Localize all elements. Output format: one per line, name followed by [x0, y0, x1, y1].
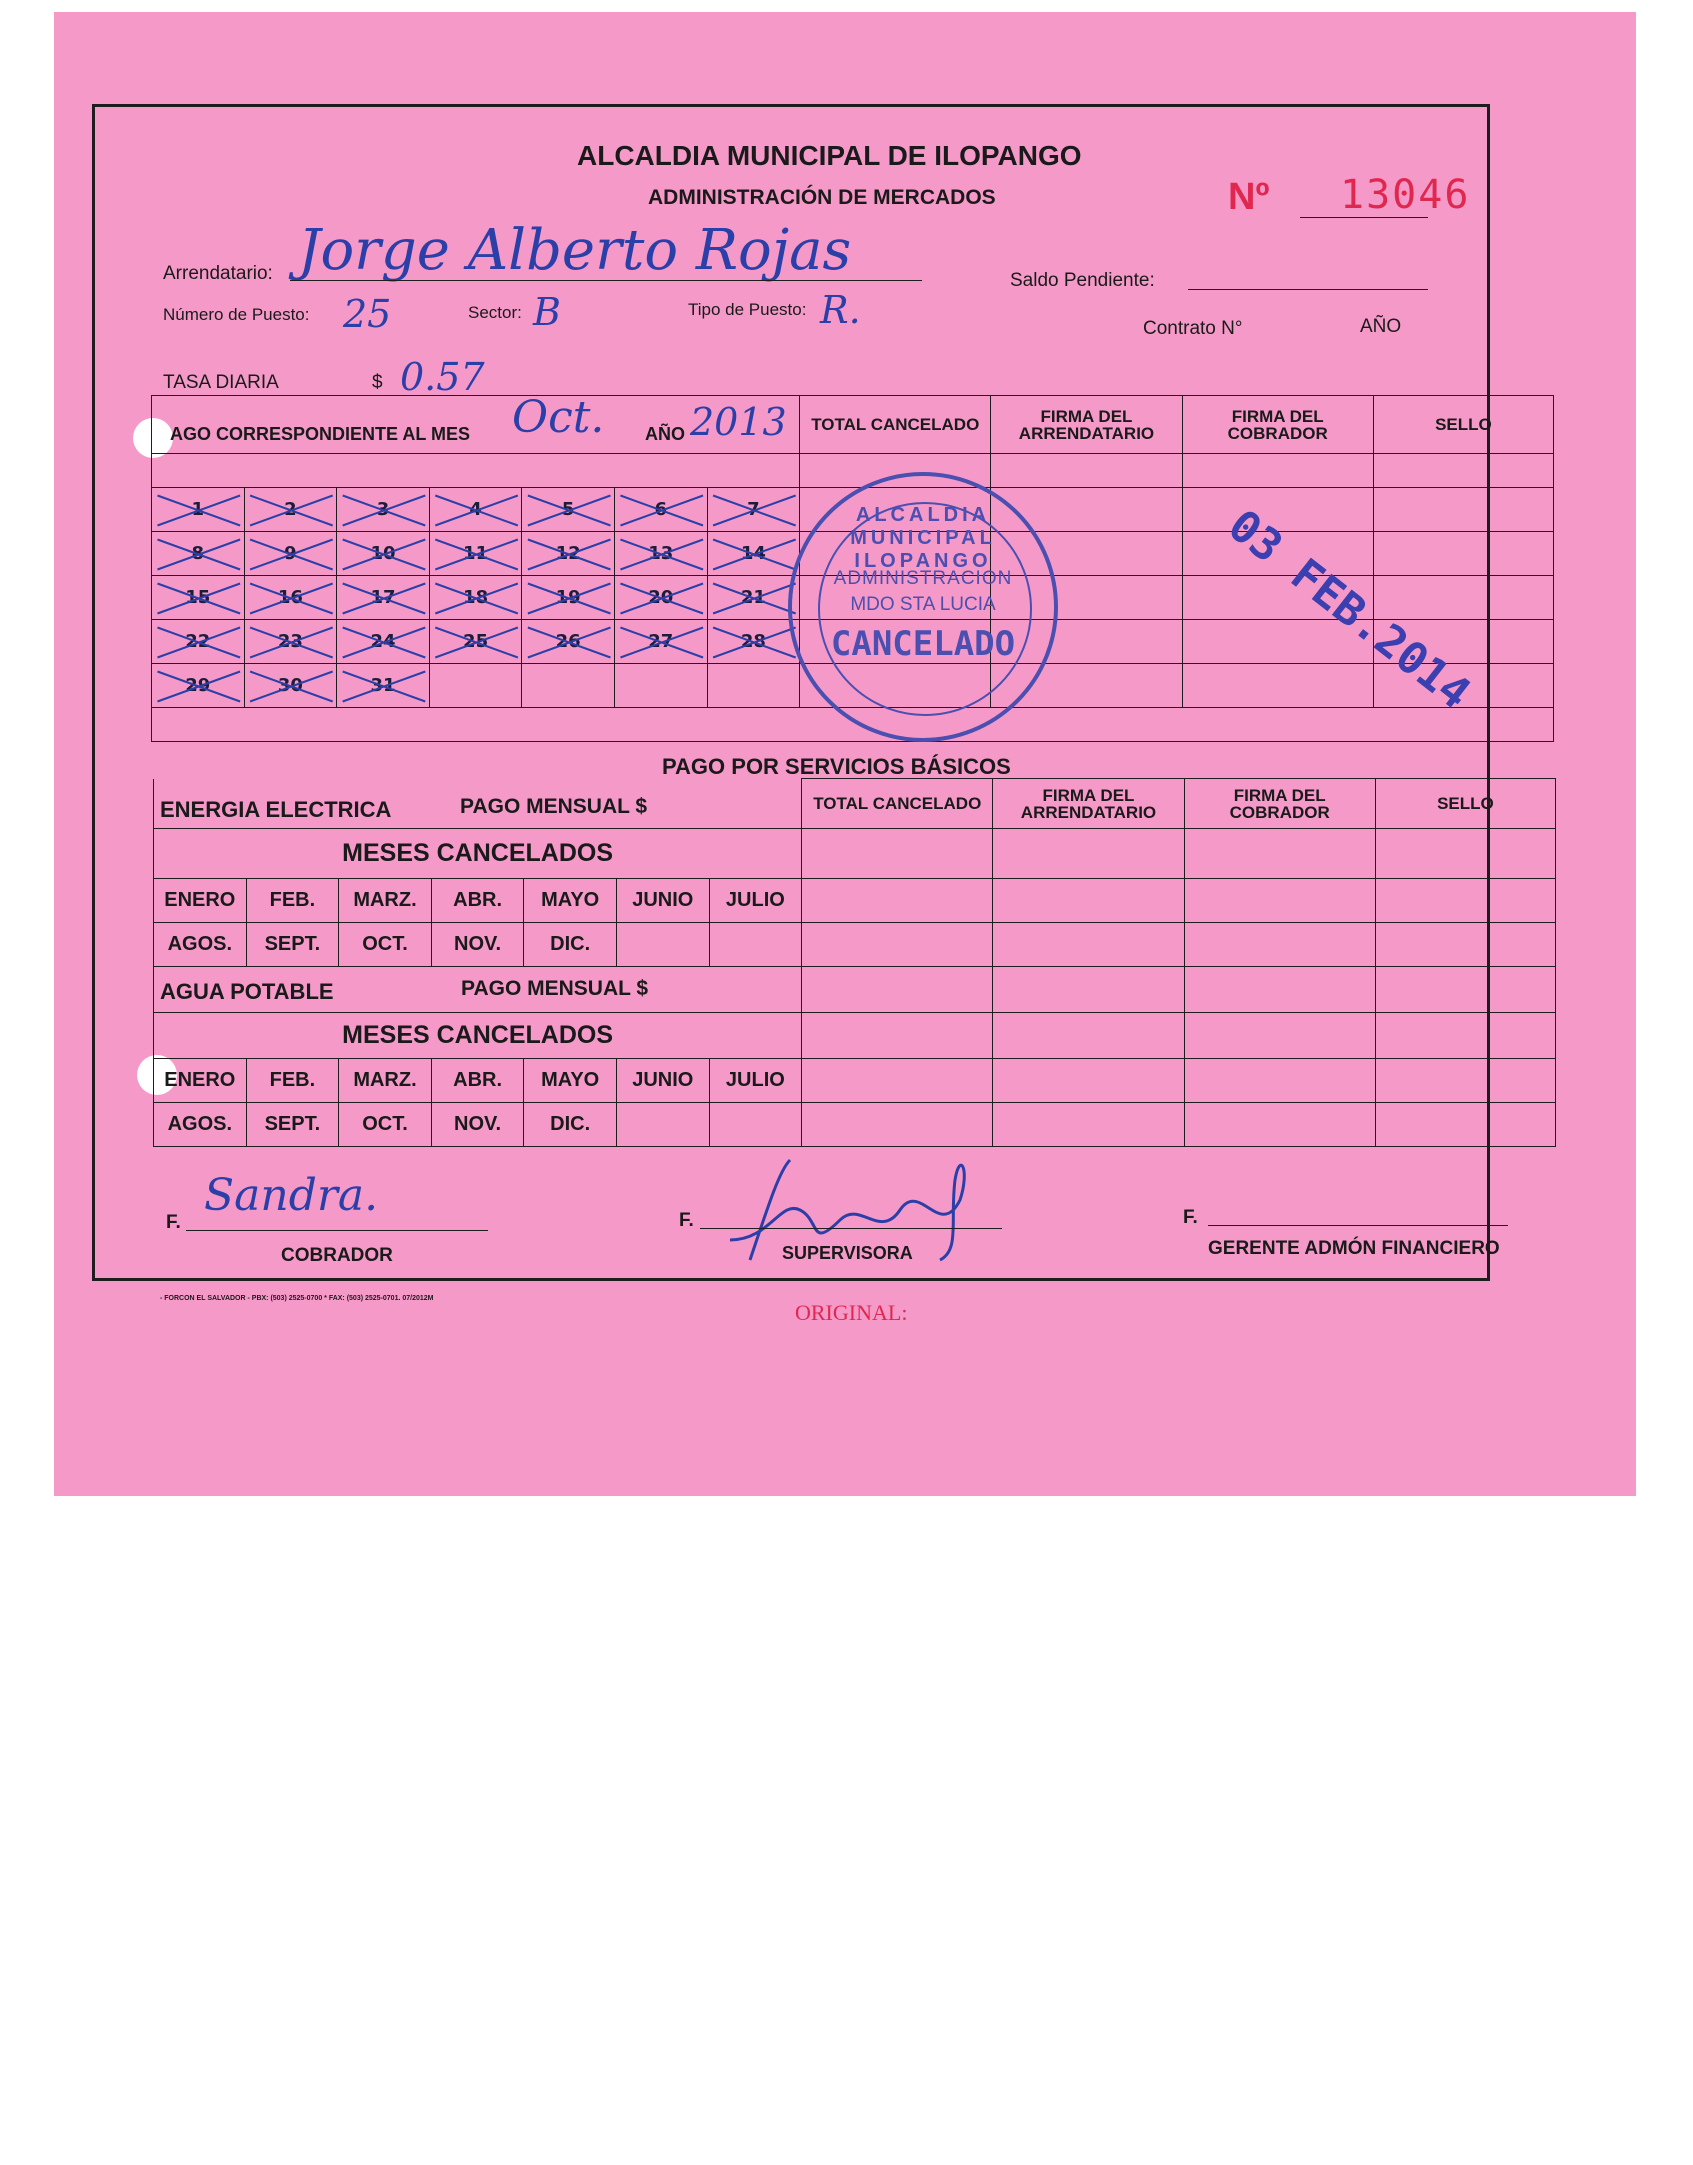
cobrador-line — [186, 1230, 488, 1231]
day-cell[interactable]: 8 — [152, 532, 245, 576]
cobrador-signature[interactable]: Sandra. — [204, 1170, 379, 1221]
arrendatario-value[interactable]: Jorge Alberto Rojas — [298, 218, 852, 283]
contrato-label: Contrato N° — [1143, 318, 1243, 339]
day-cell[interactable]: 18 — [429, 576, 522, 620]
supervisora-line — [700, 1228, 1002, 1229]
agua-month-cell[interactable]: DIC. — [524, 1103, 617, 1147]
day-cell[interactable]: 14 — [707, 532, 800, 576]
day-cell[interactable]: 28 — [707, 620, 800, 664]
agua-meses-label: MESES CANCELADOS — [154, 1013, 802, 1059]
day-cell[interactable]: 19 — [522, 576, 615, 620]
sector-value[interactable]: B — [533, 290, 561, 334]
col-sello: SELLO — [1373, 396, 1553, 454]
supervisora-f: F. — [679, 1210, 694, 1231]
col-total-cancelado: TOTAL CANCELADO — [800, 396, 991, 454]
agua-month-cell[interactable]: JUNIO — [616, 1059, 709, 1103]
agua-cell — [154, 967, 802, 1013]
day-cell[interactable]: 21 — [707, 576, 800, 620]
puesto-value[interactable]: 25 — [343, 292, 392, 336]
tasa-value[interactable]: 0.57 — [400, 355, 485, 399]
day-cell[interactable]: 27 — [614, 620, 707, 664]
form-title: ALCALDIA MUNICIPAL DE ILOPANGO — [577, 140, 1082, 171]
day-cell[interactable]: 25 — [429, 620, 522, 664]
day-cell[interactable]: 7 — [707, 488, 800, 532]
contrato-anio-label: AÑO — [1360, 316, 1402, 337]
servicios-title: PAGO POR SERVICIOS BÁSICOS — [662, 754, 1011, 779]
day-cell[interactable]: 16 — [244, 576, 337, 620]
agua-month-cell[interactable]: MARZ. — [339, 1059, 432, 1103]
day-cell[interactable]: 13 — [614, 532, 707, 576]
day-cell[interactable]: 12 — [522, 532, 615, 576]
agua-month-cell[interactable]: JULIO — [709, 1059, 802, 1103]
day-cell[interactable]: 20 — [614, 576, 707, 620]
energia-label: ENERGIA ELECTRICA — [160, 796, 392, 822]
receipt-number-symbol: Nº — [1228, 176, 1270, 218]
agua-pago-label: PAGO MENSUAL $ — [461, 977, 649, 1000]
agua-month-cell[interactable]: AGOS. — [154, 1103, 247, 1147]
energia-month-cell[interactable]: FEB. — [246, 879, 339, 923]
agua-header-row — [154, 967, 1556, 1013]
stamp-ring-text: ALCALDIA MUNICIPAL ILOPANGO — [850, 504, 996, 572]
gerente-f: F. — [1183, 1207, 1198, 1228]
svc-col-firma-arrendatario: FIRMA DEL ARRENDATARIO — [993, 779, 1184, 829]
day-cell[interactable]: 24 — [337, 620, 430, 664]
receipt-number: 13046 — [1340, 172, 1471, 218]
agua-month-cell[interactable]: OCT. — [339, 1103, 432, 1147]
agua-months-row-1 — [154, 1059, 1556, 1103]
arrendatario-label: Arrendatario: — [163, 263, 273, 284]
day-cell[interactable]: 4 — [429, 488, 522, 532]
energia-month-cell[interactable]: ENERO — [154, 879, 247, 923]
cancelado-stamp — [788, 472, 1058, 742]
energia-month-cell[interactable]: DIC. — [524, 923, 617, 967]
tasa-label: TASA DIARIA — [163, 372, 279, 393]
day-cell[interactable]: 26 — [522, 620, 615, 664]
form-subtitle: ADMINISTRACIÓN DE MERCADOS — [648, 186, 996, 209]
services-table — [153, 778, 1556, 1147]
cobrador-label: COBRADOR — [281, 1245, 393, 1266]
agua-label: AGUA POTABLE — [160, 979, 334, 1004]
col-firma-cobrador: FIRMA DEL COBRADOR — [1182, 396, 1373, 454]
agua-month-cell[interactable]: ENERO — [154, 1059, 247, 1103]
energia-month-cell[interactable]: JULIO — [709, 879, 802, 923]
energia-header-row — [154, 779, 1556, 829]
tipo-label: Tipo de Puesto: — [688, 300, 807, 319]
day-cell[interactable]: 15 — [152, 576, 245, 620]
day-cell[interactable]: 3 — [337, 488, 430, 532]
agua-month-cell[interactable]: FEB. — [246, 1059, 339, 1103]
energia-month-cell[interactable]: OCT. — [339, 923, 432, 967]
gerente-line[interactable] — [1208, 1225, 1508, 1226]
energia-meses-label: MESES CANCELADOS — [154, 829, 802, 879]
day-cell[interactable]: 31 — [337, 664, 430, 708]
energia-months-row-1 — [154, 879, 1556, 923]
day-cell[interactable]: 17 — [337, 576, 430, 620]
day-cell[interactable]: 9 — [244, 532, 337, 576]
energia-month-cell[interactable]: MAYO — [524, 879, 617, 923]
energia-month-cell[interactable]: ABR. — [431, 879, 524, 923]
day-cell[interactable]: 29 — [152, 664, 245, 708]
agua-month-cell[interactable]: NOV. — [431, 1103, 524, 1147]
day-cell[interactable]: 30 — [244, 664, 337, 708]
tipo-value[interactable]: R. — [820, 288, 861, 332]
svc-col-firma-cobrador: FIRMA DEL COBRADOR — [1184, 779, 1375, 829]
puesto-label: Número de Puesto: — [163, 305, 310, 324]
agua-month-cell[interactable]: ABR. — [431, 1059, 524, 1103]
day-cell[interactable]: 2 — [244, 488, 337, 532]
agua-month-cell[interactable]: MAYO — [524, 1059, 617, 1103]
agua-month-cell[interactable]: SEPT. — [246, 1103, 339, 1147]
energia-months-row-2 — [154, 923, 1556, 967]
supervisora-label: SUPERVISORA — [782, 1243, 913, 1263]
copy-label: ORIGINAL: — [795, 1300, 908, 1325]
svc-col-total-cancelado: TOTAL CANCELADO — [802, 779, 993, 829]
energia-month-cell[interactable]: MARZ. — [339, 879, 432, 923]
cobrador-f: F. — [166, 1212, 181, 1233]
stamp-line1: ADMINISTRACION — [833, 568, 1013, 589]
energia-month-cell[interactable]: SEPT. — [246, 923, 339, 967]
svc-col-sello: SELLO — [1375, 779, 1555, 829]
saldo-label: Saldo Pendiente: — [1010, 270, 1155, 291]
stamp-line2: MDO STA LUCIA — [850, 594, 996, 615]
day-cell[interactable]: 11 — [429, 532, 522, 576]
day-cell[interactable]: 5 — [522, 488, 615, 532]
agua-meses-row — [154, 1013, 1556, 1059]
gerente-label: GERENTE ADMÓN FINANCIERO — [1208, 1238, 1500, 1259]
energia-month-cell[interactable]: AGOS. — [154, 923, 247, 967]
energia-pago-label: PAGO MENSUAL $ — [460, 794, 648, 818]
day-cell[interactable]: 23 — [244, 620, 337, 664]
day-cell[interactable]: 1 — [152, 488, 245, 532]
col-firma-arrendatario: FIRMA DEL ARRENDATARIO — [991, 396, 1182, 454]
stamp-cancelado: CANCELADO — [830, 624, 1016, 664]
sector-label: Sector: — [468, 303, 522, 322]
energia-month-cell[interactable]: JUNIO — [616, 879, 709, 923]
energia-cell — [154, 779, 802, 829]
day-cell[interactable]: 6 — [614, 488, 707, 532]
energia-meses-row — [154, 829, 1556, 879]
day-cell[interactable]: 22 — [152, 620, 245, 664]
printer-info: - FORCON EL SALVADOR - PBX: (503) 2525-0700 * FAX: (503) 2525-0701. 07/2012M — [160, 1295, 434, 1302]
mes-label: AGO CORRESPONDIENTE AL MES — [170, 424, 471, 444]
mes-value[interactable]: Oct. — [512, 392, 605, 443]
anio-label: AÑO — [645, 424, 685, 444]
date-stamp: 03 FEB.2014 — [1218, 500, 1480, 720]
tasa-currency: $ — [372, 372, 383, 393]
anio-value[interactable]: 2013 — [690, 400, 787, 444]
day-cell[interactable]: 10 — [337, 532, 430, 576]
energia-month-cell[interactable]: NOV. — [431, 923, 524, 967]
